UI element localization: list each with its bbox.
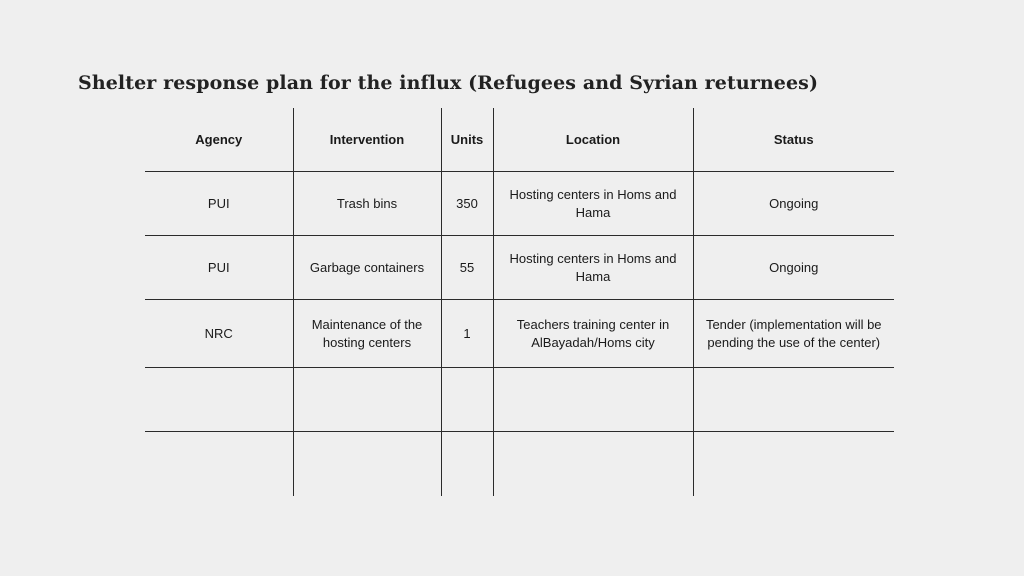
cell-location	[493, 368, 693, 432]
slide-title: Shelter response plan for the influx (Refugees and Syrian returnees)	[78, 72, 819, 94]
cell-location	[493, 432, 693, 496]
cell-agency	[145, 368, 293, 432]
table-row	[145, 236, 894, 300]
table-row	[145, 432, 894, 496]
header-location: Location	[493, 108, 693, 172]
cell-units	[441, 432, 493, 496]
cell-intervention: Maintenance of the hosting centers	[293, 300, 441, 368]
cell-status: Ongoing	[693, 172, 894, 236]
cell-agency: PUI	[145, 236, 293, 300]
cell-location: Hosting centers in Homs and Hama	[493, 236, 693, 300]
cell-location: Teachers training center in AlBayadah/Homs city	[493, 300, 693, 368]
shelter-plan-table	[145, 108, 894, 496]
table-row	[145, 368, 894, 432]
cell-units	[441, 368, 493, 432]
cell-intervention: Garbage containers	[293, 236, 441, 300]
cell-status: Tender (implementation will be pending the use of the center)	[693, 300, 894, 368]
cell-agency: PUI	[145, 172, 293, 236]
table-row	[145, 172, 894, 236]
cell-units: 55	[441, 236, 493, 300]
header-units: Units	[441, 108, 493, 172]
header-intervention: Intervention	[293, 108, 441, 172]
cell-agency	[145, 432, 293, 496]
cell-status	[693, 432, 894, 496]
cell-intervention	[293, 432, 441, 496]
cell-intervention	[293, 368, 441, 432]
cell-location: Hosting centers in Homs and Hama	[493, 172, 693, 236]
cell-units: 350	[441, 172, 493, 236]
header-agency: Agency	[145, 108, 293, 172]
cell-status: Ongoing	[693, 236, 894, 300]
header-status: Status	[693, 108, 894, 172]
cell-units: 1	[441, 300, 493, 368]
cell-intervention: Trash bins	[293, 172, 441, 236]
cell-agency: NRC	[145, 300, 293, 368]
table-header-row	[145, 108, 894, 172]
cell-status	[693, 368, 894, 432]
table-row	[145, 300, 894, 368]
